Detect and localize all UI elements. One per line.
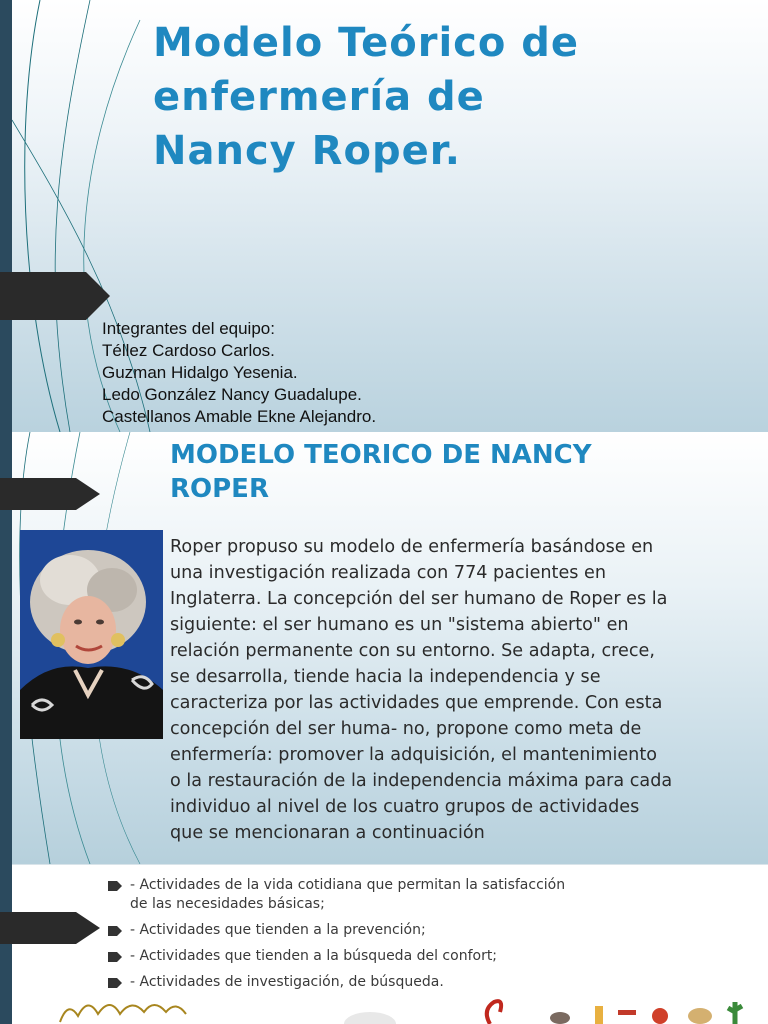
slide-activities [0, 864, 768, 1024]
slide-divider [0, 864, 768, 865]
left-accent-bar [0, 0, 12, 432]
team-member: Téllez Cardoso Carlos. [102, 341, 275, 360]
slide-model [0, 432, 768, 864]
arrow-bullet-icon [108, 978, 122, 988]
team-heading: Integrantes del equipo: [102, 319, 275, 338]
list-item: - Actividades de la vida cotidiana que permitan la satisfacción de las necesidades básicas; [108, 876, 728, 914]
arrow-bullet-icon [108, 926, 122, 936]
team-member: Guzman Hidalgo Yesenia. [102, 363, 298, 382]
activities-list [108, 876, 728, 999]
arrow-bullet-icon [108, 952, 122, 962]
next-slide-preview-illustration [0, 994, 768, 1024]
list-item: - Actividades que tienden a la búsqueda del confort; [108, 947, 728, 966]
team-member: Castellanos Amable Ekne Alejandro. [102, 407, 377, 426]
team-members [102, 318, 376, 428]
slide-title [0, 0, 768, 432]
model-description: Roper propuso su modelo de enfermería basándose en una investigación realizada con 774 pacientes en Inglaterra. La concepción del ser humano de Roper es la siguiente: el ser humano es un "sistema abierto" en relación permanente con su entorno. Se adapta, crece, se desarrolla, tiende hacia la independencia y se caracteriza por las actividades que emprende. Con esta concepción del ser huma- no, propone como meta de enfermería: promover la adquisición, el mantenimiento o la restauración de la independencia máxima para cada individuo al nivel de los cuatro grupos de actividades que se mencionaran a continuación [170, 537, 673, 843]
slide-title-heading: Modelo Teórico de enfermería de Nancy Roper. [153, 20, 580, 174]
nancy-roper-portrait [20, 530, 163, 739]
list-item: - Actividades de investigación, de búsqueda. [108, 973, 728, 992]
slide-heading: MODELO TEORICO DE NANCY ROPER [170, 440, 592, 504]
team-member: Ledo González Nancy Guadalupe. [102, 385, 362, 404]
list-item: - Actividades que tienden a la prevención; [108, 921, 728, 940]
arrow-bullet-icon [108, 881, 122, 891]
